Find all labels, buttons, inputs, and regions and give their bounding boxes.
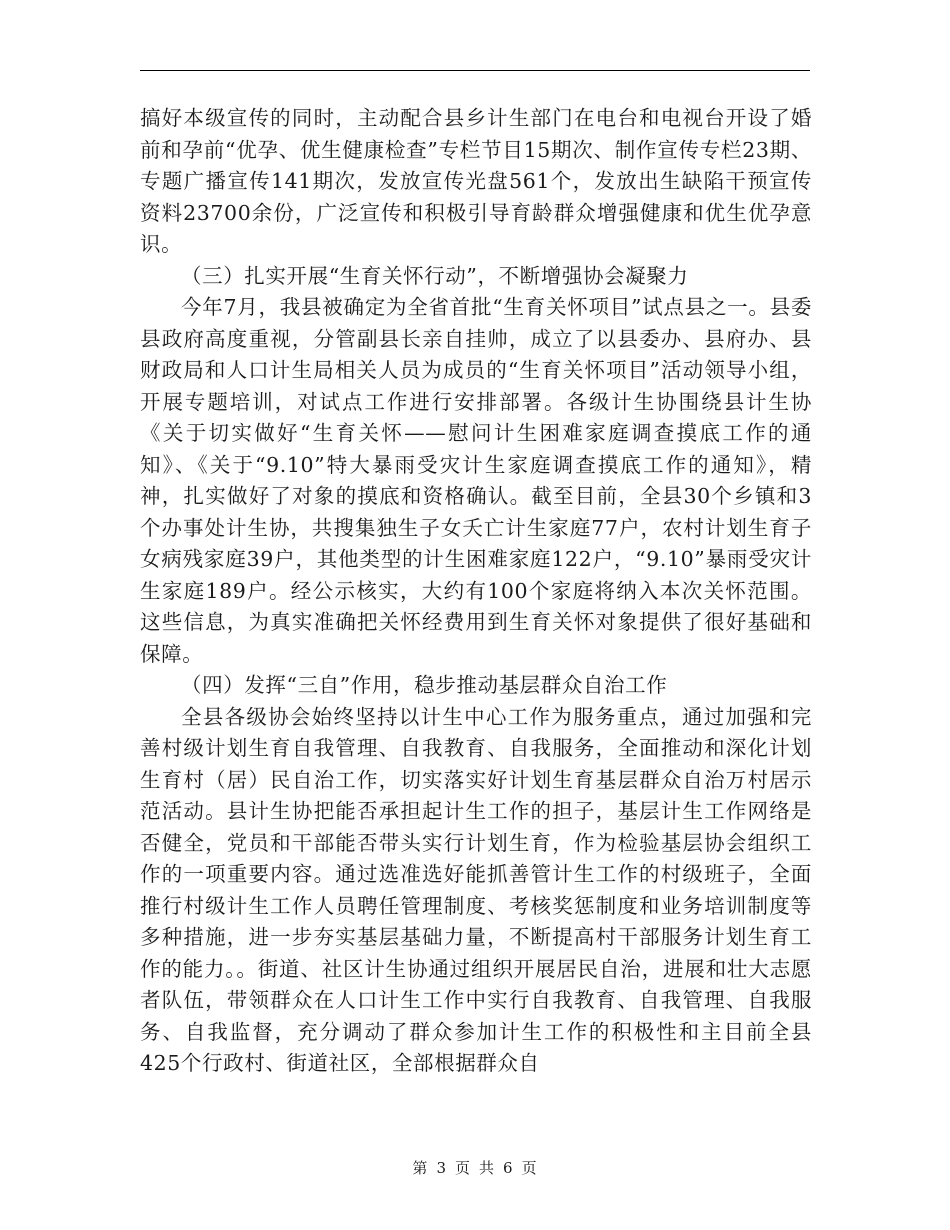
header-rule (140, 70, 810, 71)
footer-total-word: 共 (479, 1159, 496, 1177)
section-heading-4: （四）发挥“三自”作用，稳步推动基层群众自治工作 (181, 673, 668, 697)
footer-current-page: 3 (436, 1159, 447, 1177)
paragraph-continuation: 搞好本级宣传的同时，主动配合县乡计生部门在电台和电视台开设了婚前和孕前“优孕、优生健康检查”专栏节目15期次、制作宣传专栏23期、专题广播宣传141期次，发放宣传光盘561个，发放出生缺陷干预宣传资料23700余份，广泛宣传和积极引导育龄群众增强健康和优生优孕意识。 (140, 106, 812, 256)
section-heading-3: （三）扎实开展“生育关怀行动”，不断增强协会凝聚力 (181, 263, 689, 288)
body-text (140, 103, 812, 1080)
page-footer (0, 1157, 950, 1178)
footer-suffix: 页 (521, 1159, 538, 1177)
footer-page-word: 页 (454, 1159, 471, 1177)
paragraph-care-project: 今年7月，我县被确定为全省首批“生育关怀项目”试点县之一。县委县政府高度重视，分管副县长亲自挂帅，成立了以县委办、县府办、县财政局和人口计生局相关人员为成员的“生育关怀项目”活动领导小组，开展专题培训，对试点工作进行安排部署。各级计生协围绕县计生协《关于切实做好“生育关怀——慰问计生困难家庭调查摸底工作的通知》、《关于“9.10”特大暴雨受灾计生家庭调查摸底工作的通知》，精神，扎实做好了对象的摸底和资格确认。截至目前，全县30个乡镇和3个办事处计生协，共搜集独生子女夭亡计生家庭77户，农村计划生育子女病残家庭39户，其他类型的计生困难家庭122户，“9.10”暴雨受灾计生家庭189户。经公示核实，大约有100个家庭将纳入本次关怀范围。这些信息，为真实准确把关怀经费用到生育关怀对象提供了很好基础和保障。 (140, 295, 812, 666)
footer-total-pages: 6 (503, 1159, 514, 1177)
paragraph-self-governance: 全县各级协会始终坚持以计生中心工作为服务重点，通过加强和完善村级计划生育自我管理、自我教育、自我服务，全面推动和深化计划生育村（居）民自治工作，切实落实好计划生育基层群众自治万村居示范活动。县计生协把能否承担起计生工作的担子，基层计生工作网络是否健全，党员和干部能否带头实行计划生育，作为检验基层协会组织工作的一项重要内容。通过选准选好能抓善管计生工作的村级班子，全面推行村级计生工作人员聘任管理制度、考核奖惩制度和业务培训制度等多种措施，进一步夯实基层基础力量，不断提高村干部服务计划生育工作的能力。。街道、社区计生协通过组织开展居民自治，进展和壮大志愿者队伍，带领群众在人口计生工作中实行自我教育、自我管理、自我服务、自我监督，充分调动了群众参加计生工作的积极性和主目前全县425个行政村、街道社区，全部根据群众自 (140, 704, 812, 1075)
footer-prefix: 第 (412, 1159, 429, 1177)
